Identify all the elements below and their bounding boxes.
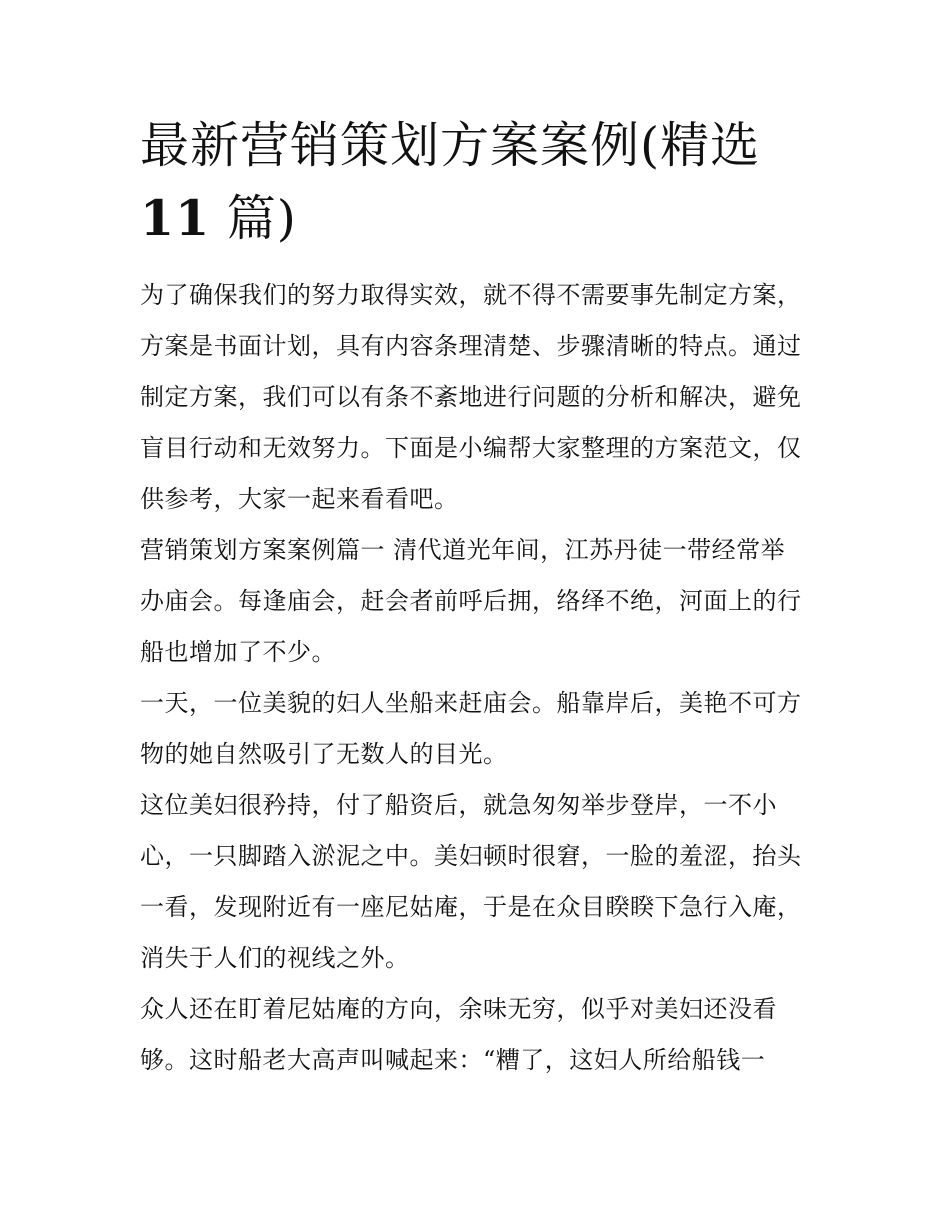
document-title [140, 110, 820, 255]
title-line-2: 篇) [210, 190, 297, 247]
paragraph-woman-ashore [140, 780, 820, 984]
text-line: 一看，发现附近有一座尼姑庵，于是在众目睽睽下急行入庵， [140, 893, 802, 921]
text-line: 盲目行动和无效努力。下面是小编帮大家整理的方案范文，仅 [140, 434, 802, 462]
text-line: 消失于人们的视线之外。 [140, 944, 410, 972]
document-page [140, 110, 820, 1086]
title-line-1: 最新营销策划方案案例(精选 [140, 117, 761, 174]
text-line: 物的她自然吸引了无数人的目光。 [140, 740, 508, 768]
paragraph-case-1 [140, 525, 820, 678]
text-line: 众人还在盯着尼姑庵的方向，余味无穷，似乎对美妇还没看 [140, 995, 777, 1023]
paragraph-boatman [140, 984, 820, 1086]
text-line: 供参考，大家一起来看看吧。 [140, 485, 459, 513]
document-body [140, 270, 820, 1086]
text-line: 方案是书面计划，具有内容条理清楚、步骤清晰的特点。通过 [140, 332, 802, 360]
text-line: 为了确保我们的努力取得实效，就不得不需要事先制定方案， [140, 281, 802, 309]
text-line: 办庙会。每逢庙会，赶会者前呼后拥，络绎不绝，河面上的行 [140, 587, 802, 615]
text-line: 制定方案，我们可以有条不紊地进行问题的分析和解决，避免 [140, 383, 802, 411]
text-line: 够。这时船老大高声叫喊起来：“糟了，这妇人所给船钱一 [140, 1046, 766, 1074]
text-line: 一天，一位美貌的妇人坐船来赶庙会。船靠岸后，美艳不可方 [140, 689, 802, 717]
title-number: 11 [140, 189, 211, 247]
text-line: 船也增加了不少。 [140, 638, 336, 666]
text-line: 营销策划方案案例篇一 清代道光年间，江苏丹徒一带经常举 [140, 536, 786, 564]
text-line: 这位美妇很矜持，付了船资后，就急匆匆举步登岸，一不小 [140, 791, 777, 819]
text-line: 心，一只脚踏入淤泥之中。美妇顿时很窘，一脸的羞涩，抬头 [140, 842, 802, 870]
paragraph-intro [140, 270, 820, 525]
paragraph-woman-arrives [140, 678, 820, 780]
